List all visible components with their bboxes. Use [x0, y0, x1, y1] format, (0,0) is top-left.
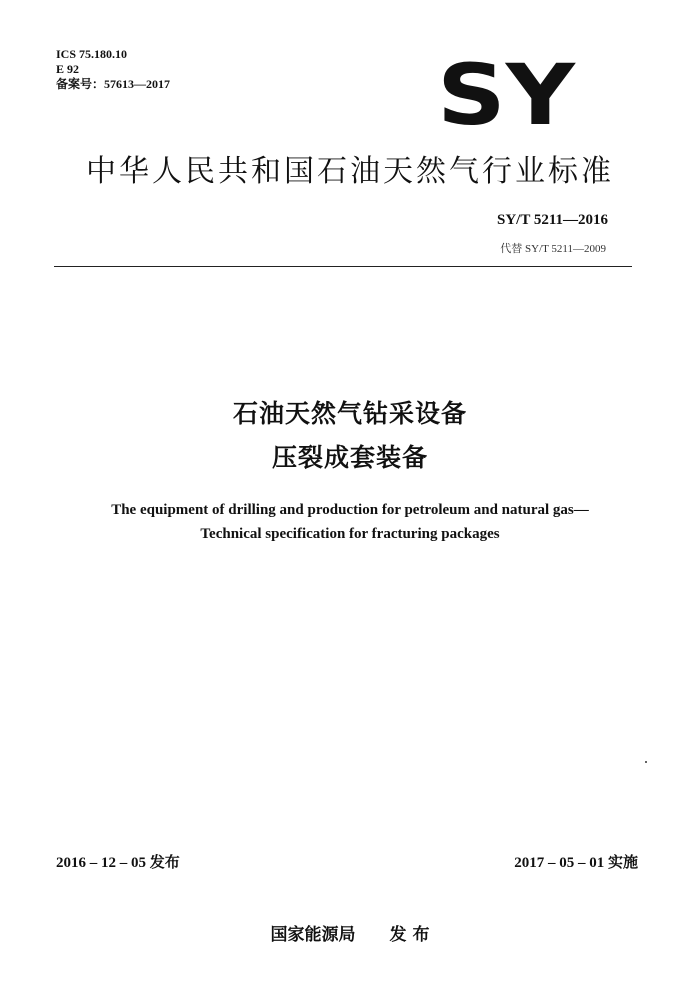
publisher-name: 国家能源局: [270, 925, 356, 945]
standard-number: SY/T 5211—2016: [497, 212, 608, 228]
chinese-title-line-2: 压裂成套装备: [271, 443, 428, 472]
replaces-standard: 代替 SY/T 5211—2009: [500, 243, 606, 255]
issue-date: 2016 – 12 – 05 发布: [56, 855, 180, 871]
scan-speck: [645, 761, 647, 763]
ccs-code: E 92: [56, 62, 80, 76]
org-title: 中华人民共和国石油天然气行业标准: [86, 154, 614, 189]
english-title-line-2: Technical specification for fracturing packages: [200, 526, 500, 542]
record-number: 备案号：57613—2017: [56, 77, 171, 91]
ics-code: ICS 75.180.10: [56, 47, 128, 61]
publisher-line: [0, 920, 700, 945]
header-divider: [54, 266, 632, 267]
sy-logo-text: SY: [437, 52, 576, 130]
publisher-action: 发 布: [389, 925, 430, 945]
english-title-line-1: The equipment of drilling and production for petroleum and natural gas—: [111, 502, 589, 518]
implementation-date: 2017 – 05 – 01 实施: [514, 855, 638, 871]
classification-block: [56, 47, 170, 92]
sy-logo: [436, 52, 576, 130]
chinese-title-line-1: 石油天然气钻采设备: [232, 399, 467, 428]
